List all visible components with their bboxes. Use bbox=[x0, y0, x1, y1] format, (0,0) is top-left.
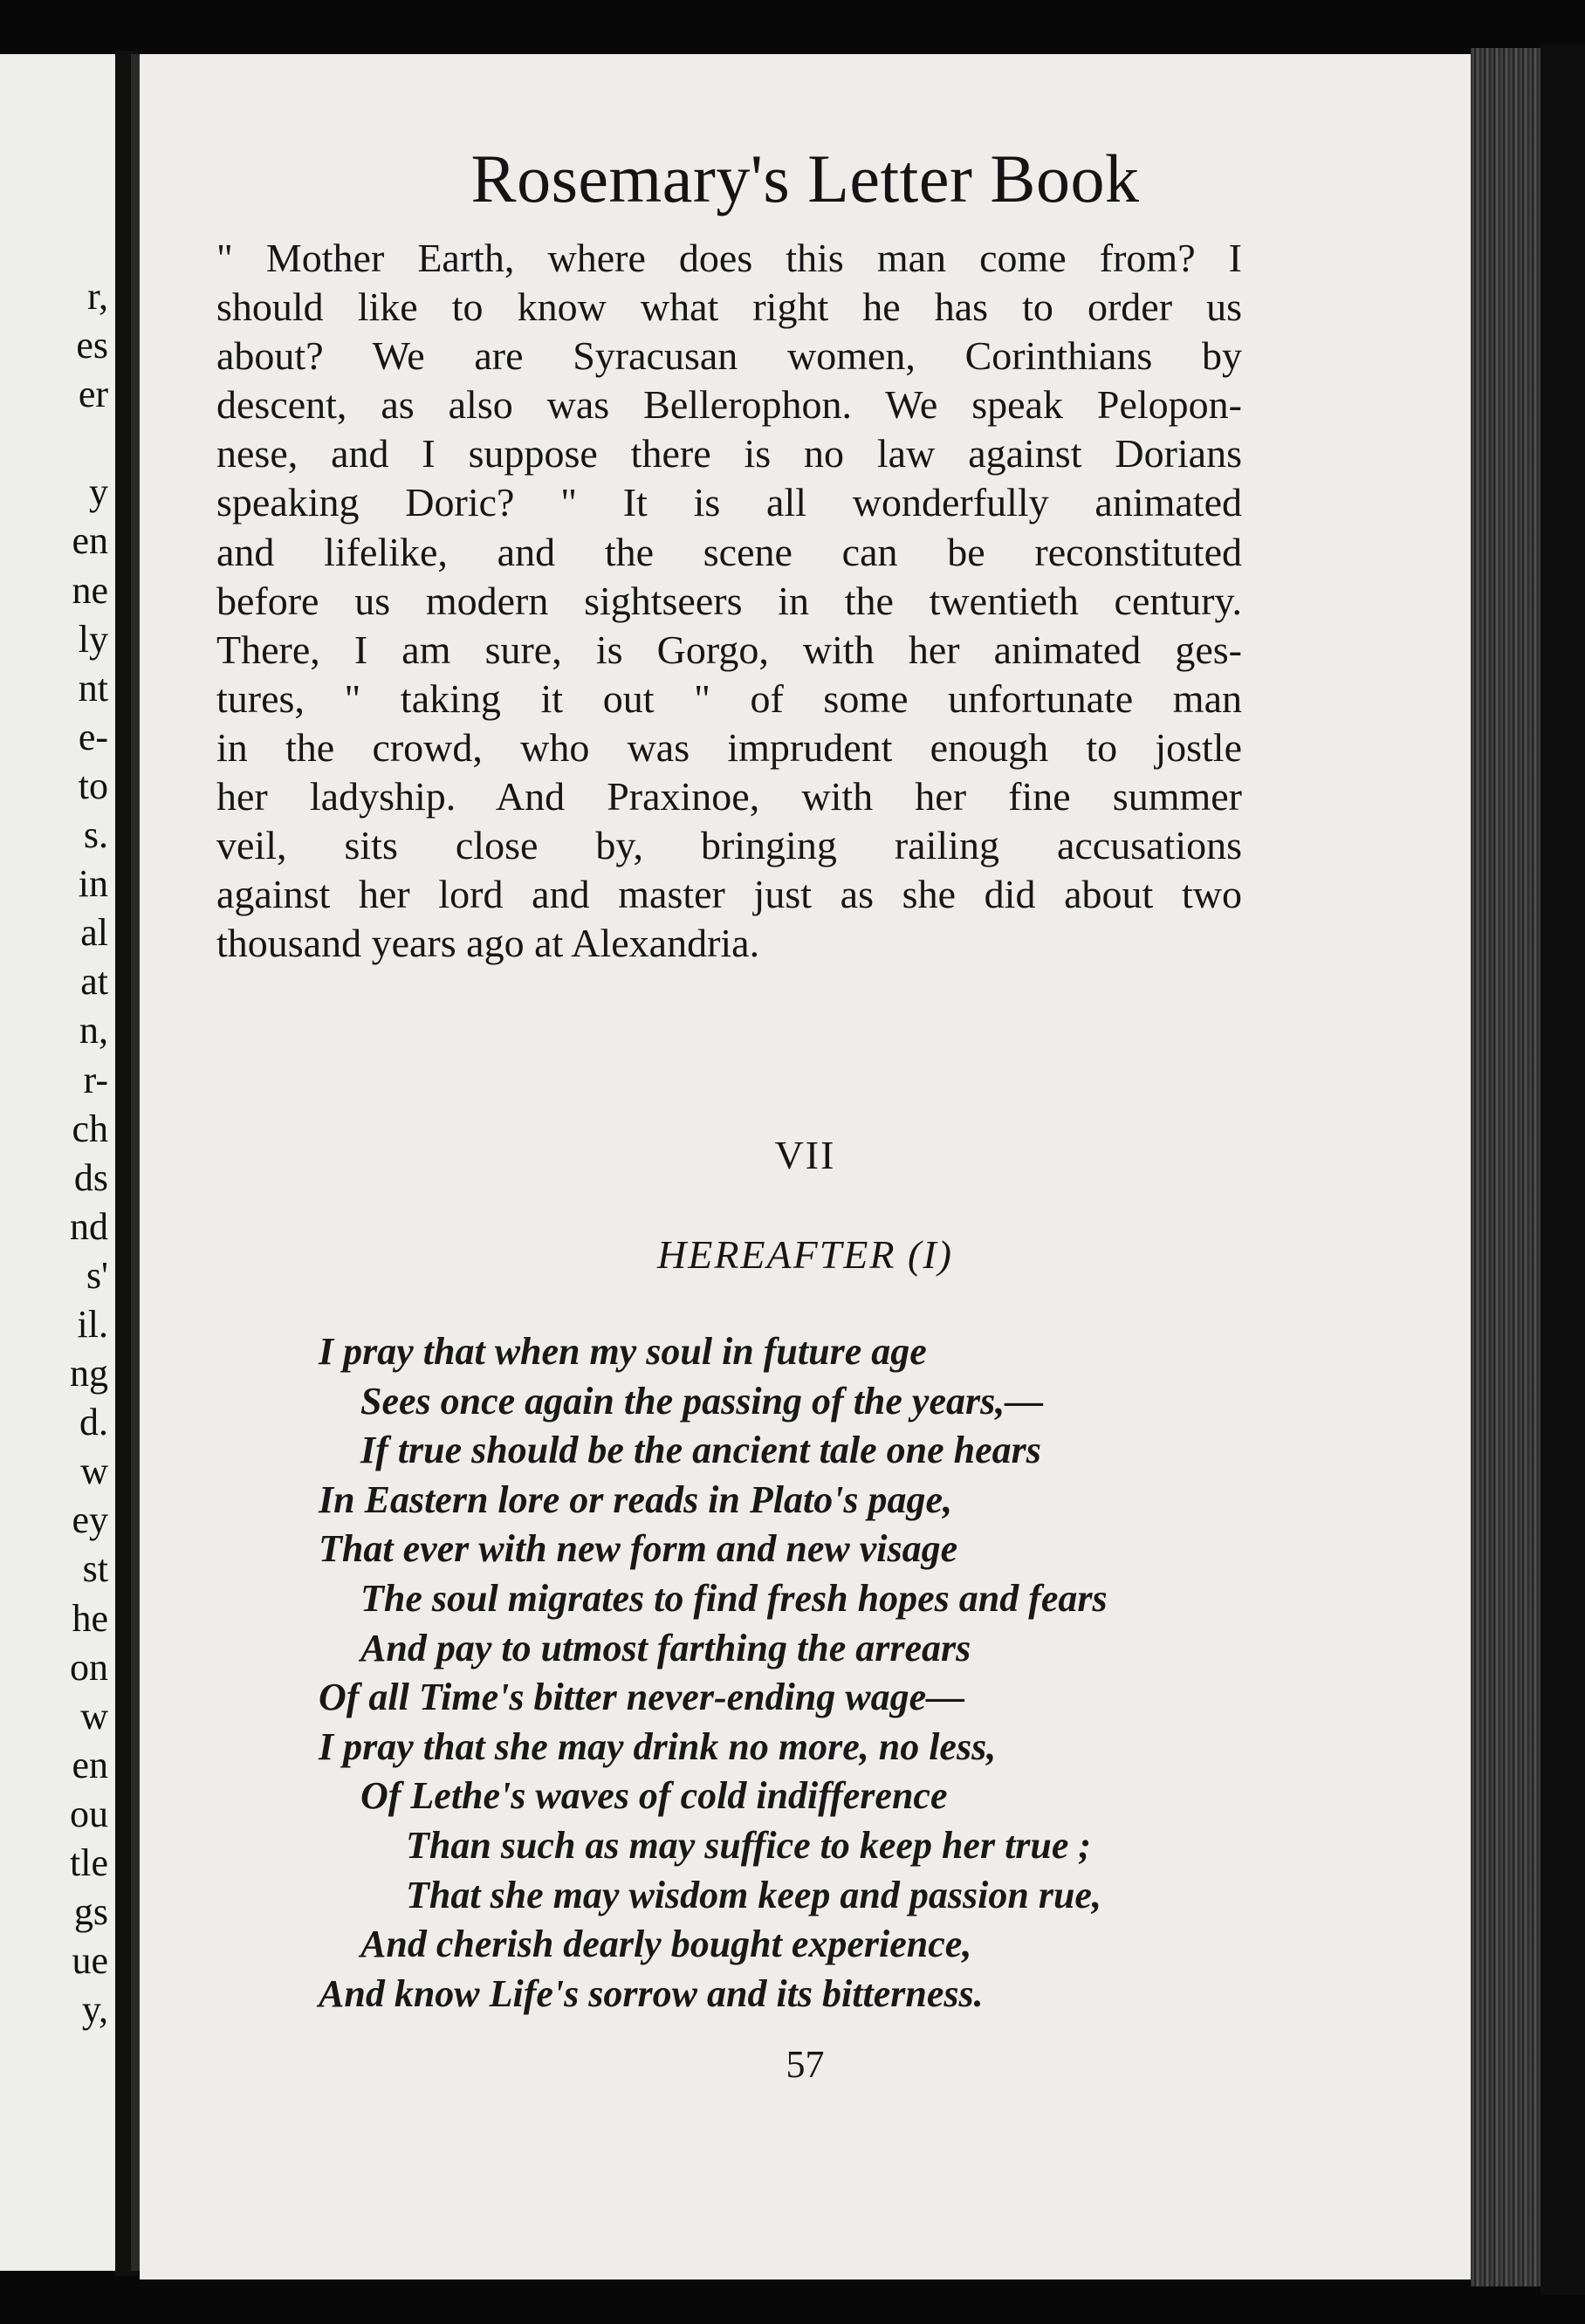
facing-page-line: s. bbox=[83, 813, 108, 857]
facing-page-text bbox=[70, 272, 108, 2034]
facing-page-line: nt bbox=[78, 666, 108, 710]
facing-page-line: ng bbox=[70, 1352, 108, 1395]
prose-line: tures, " taking it out " of some unfortunate man bbox=[216, 675, 1242, 721]
facing-page bbox=[0, 54, 115, 2271]
facing-page-line: y bbox=[89, 470, 108, 514]
facing-page-line: s' bbox=[86, 1253, 108, 1297]
poem-line: That ever with new form and new visage bbox=[319, 1527, 958, 1571]
prose-line: There, I am sure, is Gorgo, with her animated ges- bbox=[216, 627, 1242, 672]
poem-line: In Eastern lore or reads in Plato's page, bbox=[319, 1477, 953, 1521]
facing-page-line: r, bbox=[87, 275, 108, 318]
facing-page-line: ey bbox=[72, 1498, 108, 1542]
poem-line: I pray that when my soul in future age bbox=[319, 1330, 927, 1373]
running-head: Rosemary's Letter Book bbox=[470, 141, 1140, 216]
facing-page-line: nd bbox=[70, 1204, 108, 1248]
facing-page-line: ch bbox=[72, 1107, 108, 1150]
poem-line: I pray that she may drink no more, no less, bbox=[319, 1724, 997, 1768]
prose-line: and lifelike, and the scene can be reconstituted bbox=[216, 529, 1242, 574]
facing-page-line: at bbox=[80, 960, 108, 1004]
prose-line: against her lord and master just as she did about two bbox=[216, 872, 1242, 917]
gutter-shadow bbox=[131, 54, 140, 2271]
facing-page-line: es bbox=[76, 324, 108, 367]
prose-line: veil, sits close by, bringing railing accusations bbox=[216, 823, 1242, 868]
chapter-number: VII bbox=[774, 1133, 836, 1177]
facing-page-line: r- bbox=[83, 1058, 108, 1101]
poem-line: That she may wisdom keep and passion rue, bbox=[406, 1873, 1101, 1916]
prose-line: should like to know what right he has to order us bbox=[216, 285, 1242, 330]
poem-line: And know Life's sorrow and its bitterness. bbox=[319, 1971, 984, 2015]
facing-page-line: tle bbox=[70, 1841, 108, 1884]
facing-page-line: ds bbox=[73, 1155, 108, 1199]
poem-line: Of Lethe's waves of cold indifference bbox=[360, 1774, 948, 1818]
poem bbox=[319, 1327, 1279, 2019]
facing-page-line: to bbox=[78, 764, 108, 807]
page-edges bbox=[1471, 48, 1540, 2286]
prose-line: before us modern sightseers in the twentieth century. bbox=[216, 578, 1242, 623]
facing-page-line: in bbox=[78, 862, 108, 906]
prose-line: " Mother Earth, where does this man come from? I bbox=[216, 236, 1242, 280]
facing-page-line: y, bbox=[81, 1988, 108, 2032]
poem-line: Sees once again the passing of the years,— bbox=[360, 1379, 1044, 1423]
facing-page-line: e- bbox=[78, 715, 108, 758]
facing-page-line: d. bbox=[79, 1401, 108, 1444]
chapter-title: HEREAFTER (I) bbox=[657, 1232, 953, 1277]
prose-line: descent, as also was Bellerophon. We speak Pelopon- bbox=[216, 382, 1242, 428]
prose-line: thousand years ago at Alexandria. bbox=[216, 921, 760, 966]
facing-page-line: w bbox=[80, 1450, 108, 1493]
prose-line: about? We are Syracusan women, Corinthians by bbox=[216, 333, 1242, 379]
facing-page-line: al bbox=[80, 911, 108, 955]
facing-page-line bbox=[70, 419, 108, 468]
poem-line: Than such as may suffice to keep her true ; bbox=[406, 1823, 1092, 1867]
poem-line: Of all Time's bitter never-ending wage— bbox=[319, 1676, 965, 1719]
facing-page-line: on bbox=[70, 1645, 108, 1689]
book-edge bbox=[1540, 44, 1585, 2295]
prose-line: nese, and I suppose there is no law against Dorians bbox=[216, 431, 1242, 476]
facing-page-line: ne bbox=[72, 568, 108, 612]
poem-line: And cherish dearly bought experience, bbox=[360, 1923, 972, 1966]
prose-line: speaking Doric? " It is all wonderfully animated bbox=[216, 480, 1242, 525]
facing-page-line: en bbox=[72, 519, 108, 563]
poem-line: The soul migrates to find fresh hopes and fears bbox=[360, 1576, 1108, 1620]
poem-line: And pay to utmost farthing the arrears bbox=[360, 1626, 971, 1669]
facing-page-line: n, bbox=[79, 1009, 108, 1052]
facing-page-line: st bbox=[82, 1547, 108, 1591]
prose-paragraph bbox=[216, 234, 1242, 968]
facing-page-line: ou bbox=[70, 1792, 108, 1835]
facing-page-line: w bbox=[80, 1694, 108, 1738]
prose-line: in the crowd, who was imprudent enough to jostle bbox=[216, 724, 1242, 770]
facing-page-line: ue bbox=[72, 1939, 108, 1983]
page-number: 57 bbox=[786, 2043, 825, 2086]
facing-page-line: er bbox=[78, 373, 108, 416]
facing-page-line: gs bbox=[73, 1890, 108, 1934]
prose-line: her ladyship. And Praxinoe, with her fine summer bbox=[216, 774, 1242, 819]
facing-page-line: he bbox=[72, 1596, 108, 1640]
poem-line: If true should be the ancient tale one hears bbox=[360, 1429, 1041, 1472]
facing-page-line: il. bbox=[77, 1302, 108, 1346]
facing-page-line: ly bbox=[78, 617, 108, 661]
facing-page-line: en bbox=[72, 1743, 108, 1786]
